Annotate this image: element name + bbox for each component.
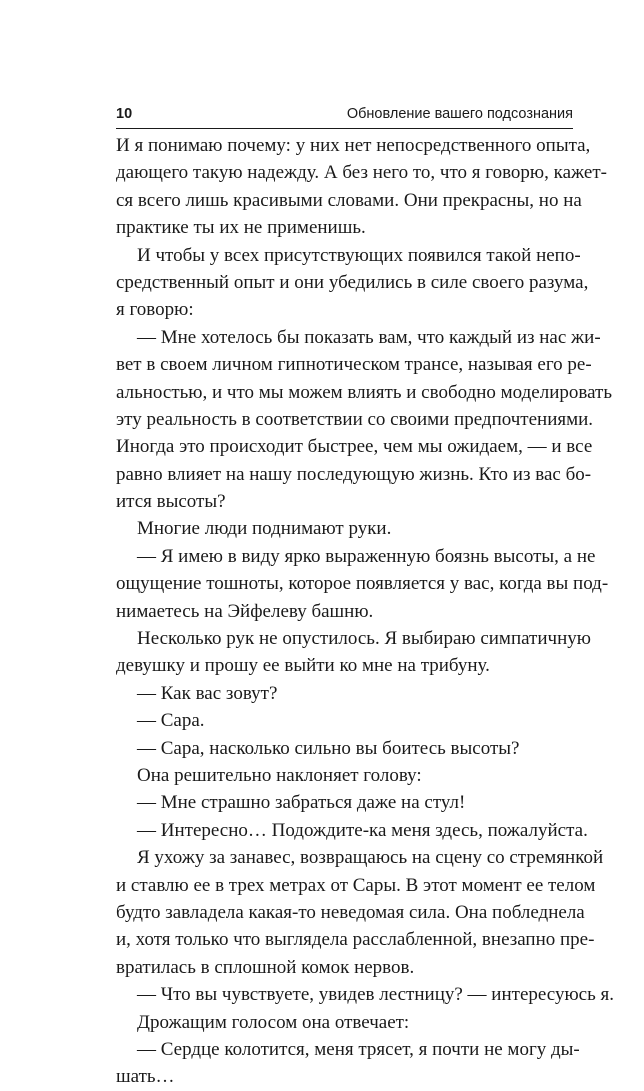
running-title: Обновление вашего подсознания — [346, 106, 573, 122]
text-line: ощущение тошноты, которое появляется у вас, когда вы под- — [116, 573, 609, 595]
text-line: ся всего лишь красивыми словами. Они прекрасны, но на — [116, 189, 582, 211]
text-line: и, хотя только что выглядела расслабленной, внезапно пре- — [116, 929, 595, 951]
text-line: и ставлю ее в трех метрах от Сары. В этот момент ее телом — [116, 874, 596, 896]
text-line: будто завладела какая-то неведомая сила. Она побледнела — [116, 901, 585, 923]
text-line: — Сара, насколько сильно вы боитесь высоты? — [137, 737, 520, 759]
text-line: — Мне страшно забраться даже на стул! — [137, 792, 466, 814]
text-line: дающего такую надежду. А без него то, что я говорю, кажет- — [116, 162, 607, 184]
text-line: И я понимаю почему: у них нет непосредственного опыта, — [116, 135, 591, 156]
text-line: — Как вас зовут? — [137, 682, 278, 704]
text-line: Дрожащим голосом она отвечает: — [137, 1011, 410, 1033]
text-line: — Мне хотелось бы показать вам, что каждый из нас жи- — [137, 326, 601, 348]
running-header — [116, 106, 573, 126]
text-line: вет в своем личном гипнотическом трансе, называя его ре- — [116, 354, 592, 376]
text-line: — Интересно… Подождите-ка меня здесь, пожалуйста. — [137, 819, 588, 841]
text-line: эту реальность в соответствии со своими предпочтениями. — [116, 408, 594, 430]
text-line: нимаетесь на Эйфелеву башню. — [116, 600, 374, 622]
text-line: практике ты их не применишь. — [116, 217, 366, 239]
text-line: средственный опыт и они убедились в силе своего разума, — [116, 271, 589, 293]
text-line: альностью, и что мы можем влиять и свободно моделировать — [116, 381, 613, 403]
header-rule — [116, 128, 573, 129]
body-text — [116, 132, 614, 1091]
text-line: ится высоты? — [116, 491, 226, 513]
text-line: — Сердце колотится, меня трясет, я почти не могу ды- — [137, 1038, 580, 1060]
text-line: Она решительно наклоняет голову: — [137, 764, 422, 786]
text-line: шать… — [116, 1066, 175, 1088]
text-line: вратилась в сплошной комок нервов. — [116, 956, 415, 978]
text-line: Иногда это происходит быстрее, чем мы ожидаем, — и все — [116, 436, 593, 458]
text-line: Я ухожу за занавес, возвращаюсь на сцену со стремянкой — [137, 847, 604, 869]
text-line: — Я имею в виду ярко выраженную боязнь высоты, а не — [137, 545, 596, 567]
page-number: 10 — [116, 106, 133, 122]
text-line: Многие люди поднимают руки. — [137, 518, 392, 540]
text-line: я говорю: — [116, 299, 194, 321]
text-line: И чтобы у всех присутствующих появился такой непо- — [137, 244, 581, 266]
text-line: — Сара. — [137, 710, 205, 732]
text-line: Несколько рук не опустилось. Я выбираю симпатичную — [137, 628, 591, 650]
text-line: равно влияет на нашу последующую жизнь. Кто из вас бо- — [116, 463, 592, 485]
text-line: девушку и прошу ее выйти ко мне на трибуну. — [116, 655, 490, 677]
text-line: — Что вы чувствуете, увидев лестницу? — интересуюсь я. — [137, 984, 614, 1006]
